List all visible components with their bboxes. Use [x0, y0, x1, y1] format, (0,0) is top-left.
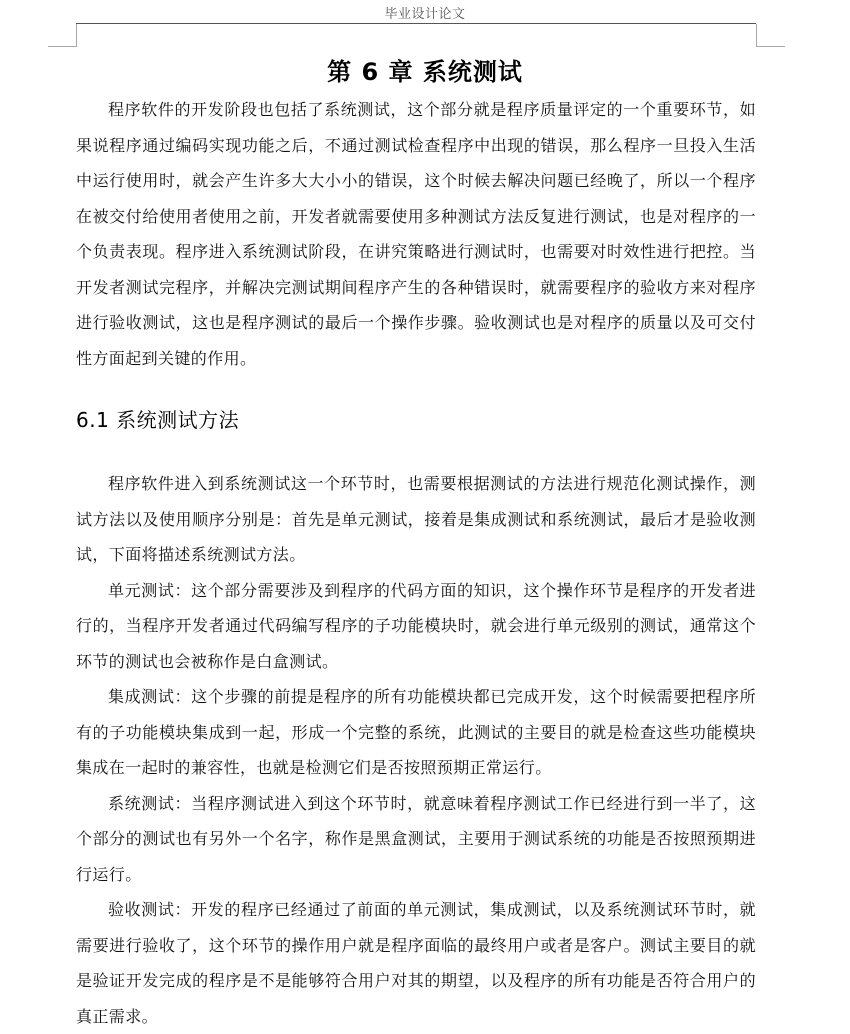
margin-corner-mark-left [48, 24, 77, 47]
running-header: 毕业设计论文 [384, 7, 466, 22]
paragraph-overview: 程序软件进入到系统测试这一个环节时，也需要根据测试的方法进行规范化测试操作，测试方法以及使用顺序分别是：首先是单元测试，接着是集成测试和系统测试，最后才是验收测试，下面将描述系统测试方法。 [76, 474, 756, 564]
paragraph-unit-testing: 单元测试：这个部分需要涉及到程序的代码方面的知识，这个操作环节是程序的开发者进行的，当程序开发者通过代码编写程序的子功能模块时，就会进行单元级别的测试，通常这个环节的测试也会被称作是白盒测试。 [76, 580, 756, 671]
intro-paragraph: 程序软件的开发阶段也包括了系统测试，这个部分就是程序质量评定的一个重要环节，如果说程序通过编码实现功能之后，不通过测试检查程序中出现的错误，那么程序一旦投入生活中运行使用时，就会产生许多大大小小的错误，这个时候去解决问题已经晚了，所以一个程序在被交付给使用者使用之前，开发者就需要使用多种测试方法反复进行测试，也是对程序的一个负责表现。程序进入系统测试阶段，在讲究策略进行测试时，也需要对时效性进行把控。当开发者测试完程序，并解决完测试期间程序产生的各种错误时，就需要程序的验收方来对程序进行验收测试，这也是程序测试的最后一个操作步骤。验收测试也是对程序的质量以及可交付性方面起到关键的作用。 [76, 100, 756, 368]
chapter-title: 第 6 章 系统测试 [327, 58, 523, 86]
paragraph-integration-testing: 集成测试：这个步骤的前提是程序的所有功能模块都已完成开发，这个时候需要把程序所有的子功能模块集成到一起，形成一个完整的系统，此测试的主要目的就是检查这些功能模块集成在一起时的兼容性，也就是检测它们是否按照预期正常运行。 [76, 687, 756, 777]
header-rule [76, 23, 756, 24]
section-heading: 6.1 系统测试方法 [76, 408, 240, 432]
section-body [76, 466, 756, 1034]
paragraph-acceptance-testing: 验收测试：开发的程序已经通过了前面的单元测试，集成测试，以及系统测试环节时，就需要进行验收了，这个环节的操作用户就是程序面临的最终用户或者是客户。测试主要目的就是验证开发完成的程序是不是能够符合用户对其的期望，以及程序的所有功能是否符合用户的真正需求。 [76, 900, 756, 1026]
margin-corner-mark-right [756, 24, 785, 47]
chapter-intro [76, 92, 756, 376]
paragraph-system-testing: 系统测试：当程序测试进入到这个环节时，就意味着程序测试工作已经进行到一半了，这个部分的测试也有另外一个名字，称作是黑盒测试，主要用于测试系统的功能是否按照预期进行运行。 [76, 793, 756, 884]
